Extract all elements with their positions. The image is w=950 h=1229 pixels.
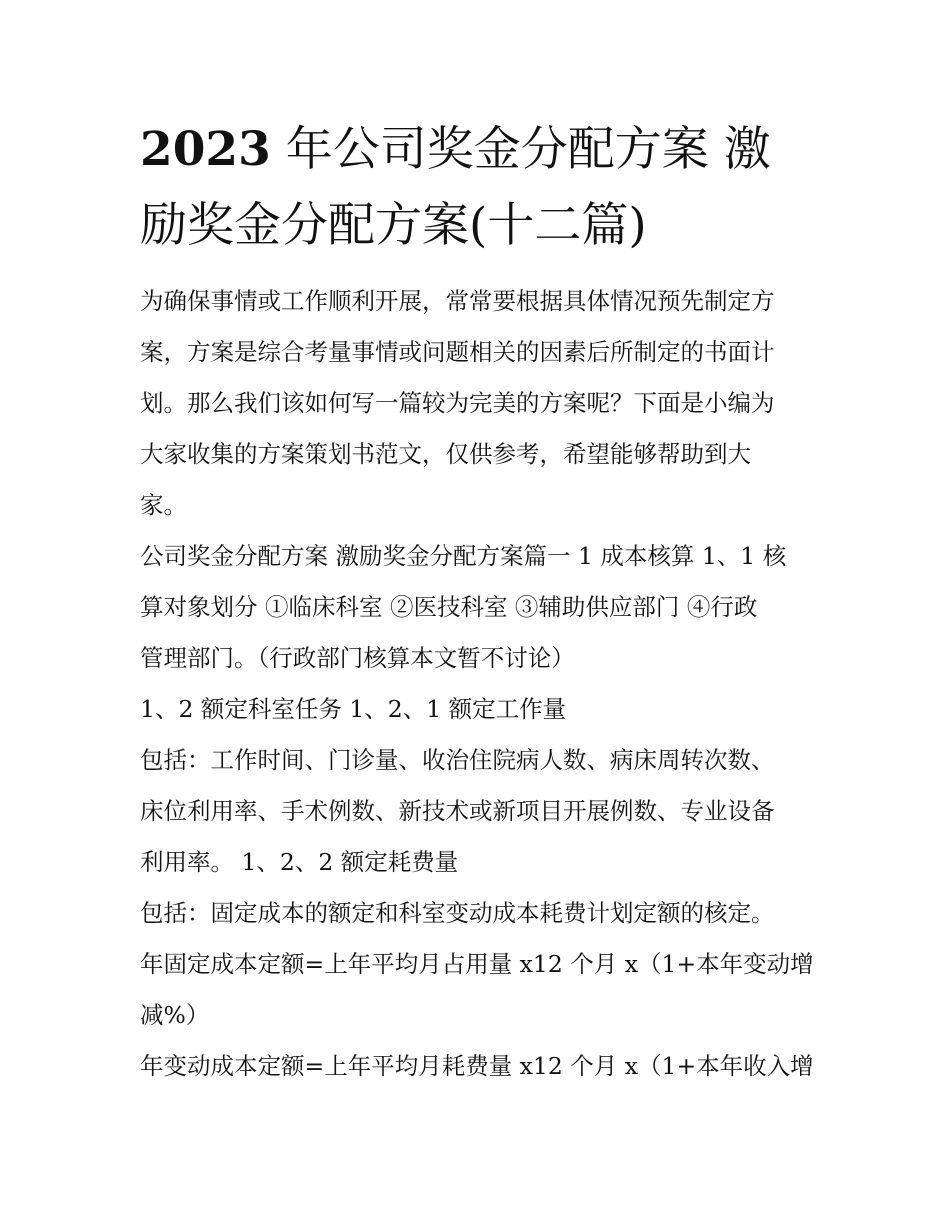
body-line: 划。那么我们该如何写一篇较为完美的方案呢？下面是小编为 — [140, 389, 775, 417]
body-line: 减%） — [140, 1001, 210, 1029]
body-line: 利用率。 1、2、2 额定耗费量 — [140, 848, 459, 876]
body-line: 年变动成本定额=上年平均月耗费量 x12 个月 x（1+本年收入增 — [140, 1052, 814, 1080]
body-line: 1、2 额定科室任务 1、2、1 额定工作量 — [140, 695, 567, 723]
body-line: 包括：工作时间、门诊量、收治住院病人数、病床周转次数、 — [140, 746, 775, 774]
title-line-1-text: 年公司奖金分配方案 激 — [270, 122, 771, 177]
body-line: 大家收集的方案策划书范文，仅供参考，希望能够帮助到大 — [140, 440, 751, 468]
title-line-1 — [140, 112, 830, 188]
title-line-2: 励奖金分配方案(十二篇) — [140, 198, 647, 253]
title-year: 2023 — [140, 122, 271, 177]
document-body — [140, 276, 830, 1092]
body-line: 管理部门。（行政部门核算本文暂不讨论） — [140, 644, 575, 672]
body-line: 公司奖金分配方案 激励奖金分配方案篇一 1 成本核算 1、1 核 — [140, 542, 787, 570]
body-line: 家。 — [140, 491, 187, 519]
document-title — [140, 112, 830, 264]
body-line: 包括：固定成本的额定和科室变动成本耗费计划定额的核定。 — [140, 899, 775, 927]
body-line: 案，方案是综合考量事情或问题相关的因素后所制定的书面计 — [140, 338, 775, 366]
body-line: 床位利用率、手术例数、新技术或新项目开展例数、专业设备 — [140, 797, 775, 825]
body-line: 为确保事情或工作顺利开展，常常要根据具体情况预先制定方 — [140, 287, 775, 315]
body-line: 算对象划分 ①临床科室 ②医技科室 ③辅助供应部门 ④行政 — [140, 593, 758, 621]
body-line: 年固定成本定额=上年平均月占用量 x12 个月 x（1+本年变动增 — [140, 950, 814, 978]
